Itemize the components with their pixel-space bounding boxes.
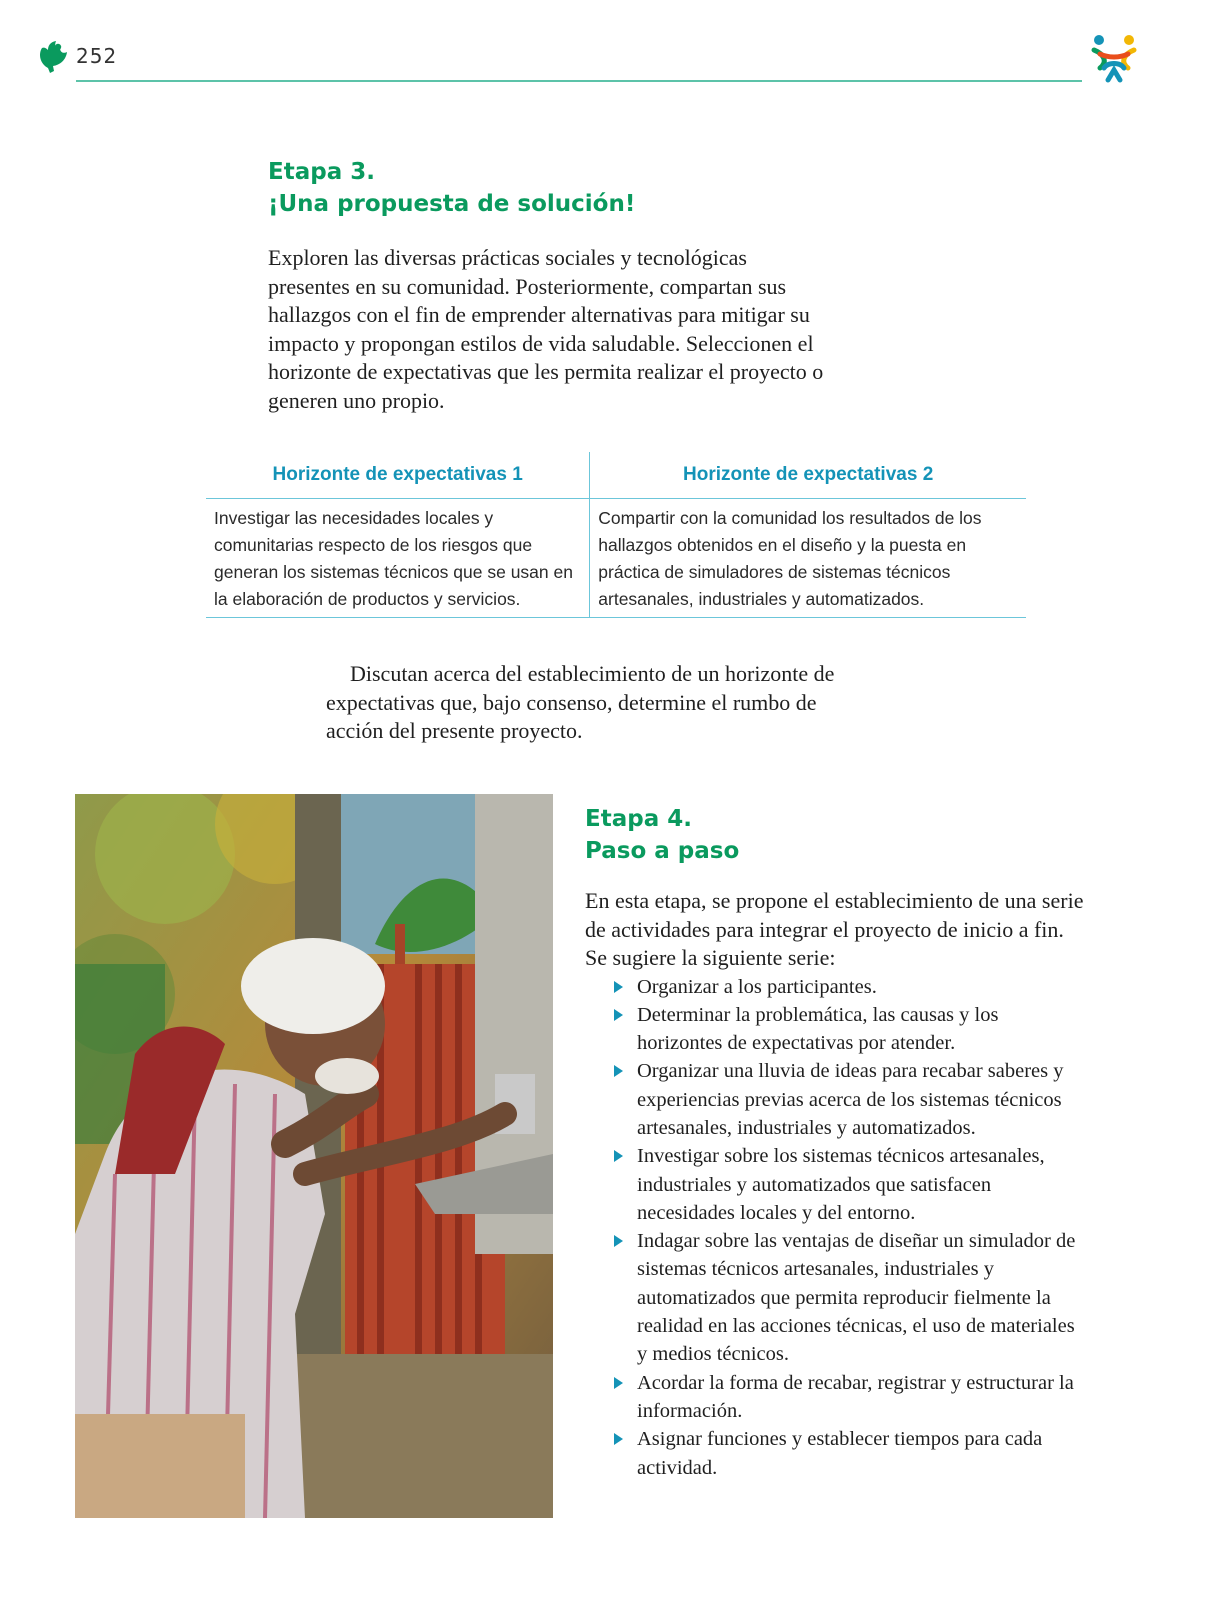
expectations-header-1: Horizonte de expectativas 1 [206,452,590,499]
page-number: 252 [76,44,118,68]
list-item [585,1369,1085,1426]
list-item [585,1057,1085,1142]
step-text: Asignar funciones y establecer tiempos para cada actividad. [637,1428,1043,1479]
stage3-intro: Exploren las diversas prácticas sociales y tecnológicas presentes en su comunidad. Posteriormente, compartan sus hallazgos con el fin de emprender alternativas para mitigar su impacto y propongan estilos de vida saludable. Seleccionen el horizonte de expectativas que les permita realizar el proyecto o generen uno propio. [268,245,824,413]
community-logo-icon [1086,32,1142,84]
step-text: Investigar sobre los sistemas técnicos artesanales, industriales y automatizados que satisfacen necesidades locales y del entorno. [637,1145,1045,1224]
expectations-header-2: Horizonte de expectativas 2 [590,452,1026,499]
list-item [585,1425,1085,1482]
step-text: Organizar a los participantes. [637,975,877,998]
triangle-bullet-icon [614,1150,623,1162]
list-item [585,1001,1085,1058]
stage3-title: Etapa 3. [268,159,375,185]
stage4-section [585,803,1085,1482]
steps-list [585,973,1085,1482]
step-text: Organizar una lluvia de ideas para recabar saberes y experiencias previas acerca de los sistemas técnicos artesanales, industriales y automatizados. [637,1060,1064,1139]
stage4-subtitle: Paso a paso [585,838,740,864]
triangle-bullet-icon [614,1009,623,1021]
expectations-cell-1: Investigar las necesidades locales y comunitarias respecto de los riesgos que generan los sistemas técnicos que se usan en la elaboración de productos y servicios. [206,499,590,618]
leaf-figure-icon [36,38,70,74]
step-text: Indagar sobre las ventajas de diseñar un simulador de sistemas técnicos artesanales, industriales y automatizados que permita reproducir fielmente la realidad en las acciones técnicas, el uso de materiales y medios técnicos. [637,1230,1076,1366]
step-text: Acordar la forma de recabar, registrar y estructurar la información. [637,1371,1074,1422]
stage4-title: Etapa 4. [585,806,692,832]
list-item [585,1227,1085,1368]
photo-man-drinking-water [75,794,553,1518]
triangle-bullet-icon [614,1235,623,1247]
triangle-bullet-icon [614,1433,623,1445]
expectations-cell-2: Compartir con la comunidad los resultados de los hallazgos obtenidos en el diseño y la puesta en práctica de simuladores de sistemas técnicos artesanales, industriales y automatizados. [590,499,1026,618]
triangle-bullet-icon [614,1065,623,1077]
discussion-text: Discutan acerca del establecimiento de un horizonte de expectativas que, bajo consenso, determine el rumbo de acción del presente proyecto. [326,661,835,743]
expectations-table [206,452,1026,618]
triangle-bullet-icon [614,1377,623,1389]
step-text: Determinar la problemática, las causas y los horizontes de expectativas por atender. [637,1003,999,1055]
stage3-subtitle: ¡Una propuesta de solución! [268,191,636,217]
header-rule [76,80,1082,82]
list-item [585,973,1085,1001]
stage4-intro: En esta etapa, se propone el establecimiento de una serie de actividades para integrar el proyecto de inicio a fin. Se sugiere la siguiente serie: [585,888,1084,970]
stage3-section [268,156,828,415]
list-item [585,1142,1085,1227]
triangle-bullet-icon [614,981,623,993]
